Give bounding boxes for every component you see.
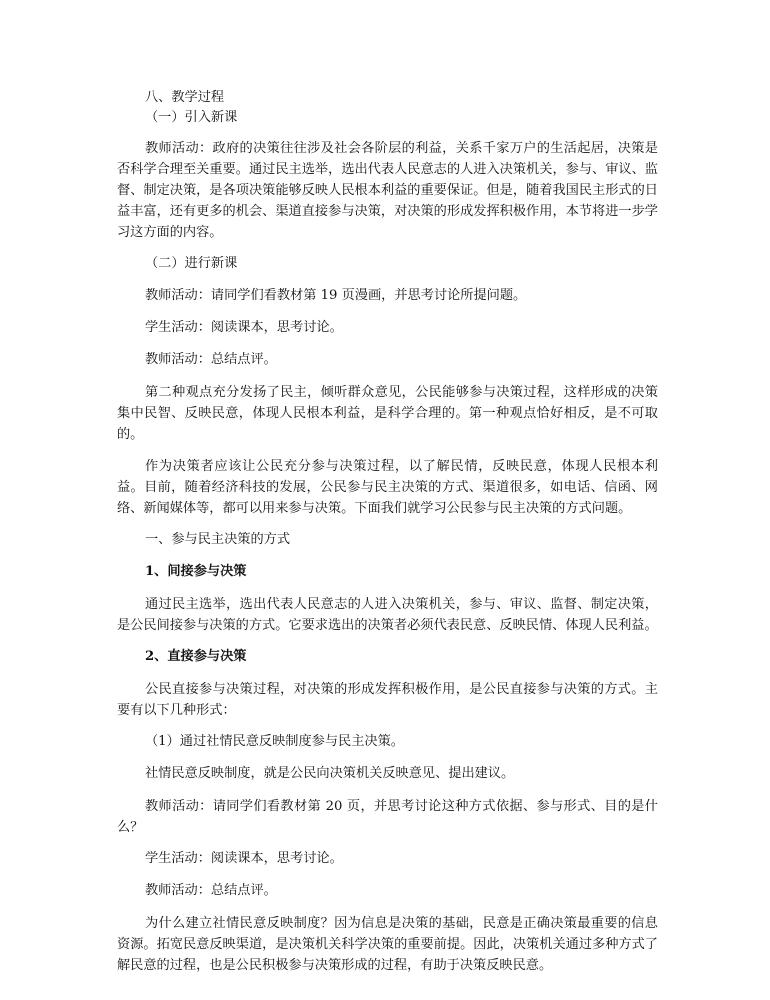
paragraph-indirect: 通过民主选举，选出代表人民意志的人进入决策机关，参与、审议、监督、制定决策，是公民间接参与决策的方式。它要求选出的决策者必须代表民意、反映民情、体现人民利益。 — [117, 597, 658, 633]
heading-direct-participation: 2、直接参与决策 — [145, 649, 247, 664]
paragraph-direct: 公民直接参与决策过程，对决策的形成发挥积极作用，是公民直接参与决策的方式。主要有以下几种形式： — [117, 682, 658, 718]
subsection-intro: （一）引入新课 — [145, 110, 238, 125]
paragraph-social-opinion-def: 社情民意反映制度，就是公民向决策机关反映意见、提出建议。 — [145, 766, 515, 781]
heading-social-opinion-system: （1）通过社情民意反映制度参与民主决策。 — [145, 734, 404, 749]
paragraph-teacher-1: 教师活动：请同学们看教材第 19 页漫画，并思考讨论所提问题。 — [145, 288, 527, 303]
subsection-new-lesson: （二）进行新课 — [145, 256, 238, 271]
section-title: 八、教学过程 — [145, 90, 225, 105]
paragraph-intro: 教师活动：政府的决策往往涉及社会各阶层的利益，关系千家万户的生活起居，决策是否科学合理至关重要。通过民主选举，选出代表人民意志的人进入决策机关，参与、审议、监督、制定决策，是各项决策能够反映人民根本利益的重要保证。但是，随着我国民主形式的日益丰富，还有更多的机会、渠道直接参与决策，对决策的形成发挥积极作用，本节将进一步学习这方面的内容。 — [117, 141, 658, 240]
paragraph-student-1: 学生活动：阅读课本，思考讨论。 — [145, 320, 343, 335]
heading-participation-methods: 一、参与民主决策的方式 — [145, 532, 291, 547]
heading-indirect-participation: 1、间接参与决策 — [145, 564, 247, 579]
paragraph-teacher-4: 教师活动：总结点评。 — [145, 883, 277, 898]
paragraph-teacher-2: 教师活动：总结点评。 — [145, 352, 277, 367]
paragraph-teacher-3: 教师活动：请同学们看教材第 20 页，并思考讨论这种方式依据、参与形式、目的是什么？ — [117, 799, 658, 835]
paragraph-why-system: 为什么建立社情民意反映制度？因为信息是决策的基础，民意是正确决策最重要的信息资源。拓宽民意反映渠道，是决策机关科学决策的重要前提。因此，决策机关通过多种方式了解民意的过程，也是公民积极参与决策形成的过程，有助于决策反映民意。 — [117, 916, 658, 973]
paragraph-second-view: 第二种观点充分发扬了民主，倾听群众意见，公民能够参与决策过程，这样形成的决策集中民智、反映民意，体现人民根本利益，是科学合理的。第一种观点恰好相反，是不可取的。 — [117, 385, 658, 442]
paragraph-student-2: 学生活动：阅读课本，思考讨论。 — [145, 851, 343, 866]
paragraph-decision-makers: 作为决策者应该让公民充分参与决策过程，以了解民情，反映民意，体现人民根本利益。目前，随着经济科技的发展，公民参与民主决策的方式、渠道很多，如电话、信函、网络、新闻媒体等，都可以用来参与决策。下面我们就学习公民参与民主决策的方式问题。 — [117, 459, 658, 516]
